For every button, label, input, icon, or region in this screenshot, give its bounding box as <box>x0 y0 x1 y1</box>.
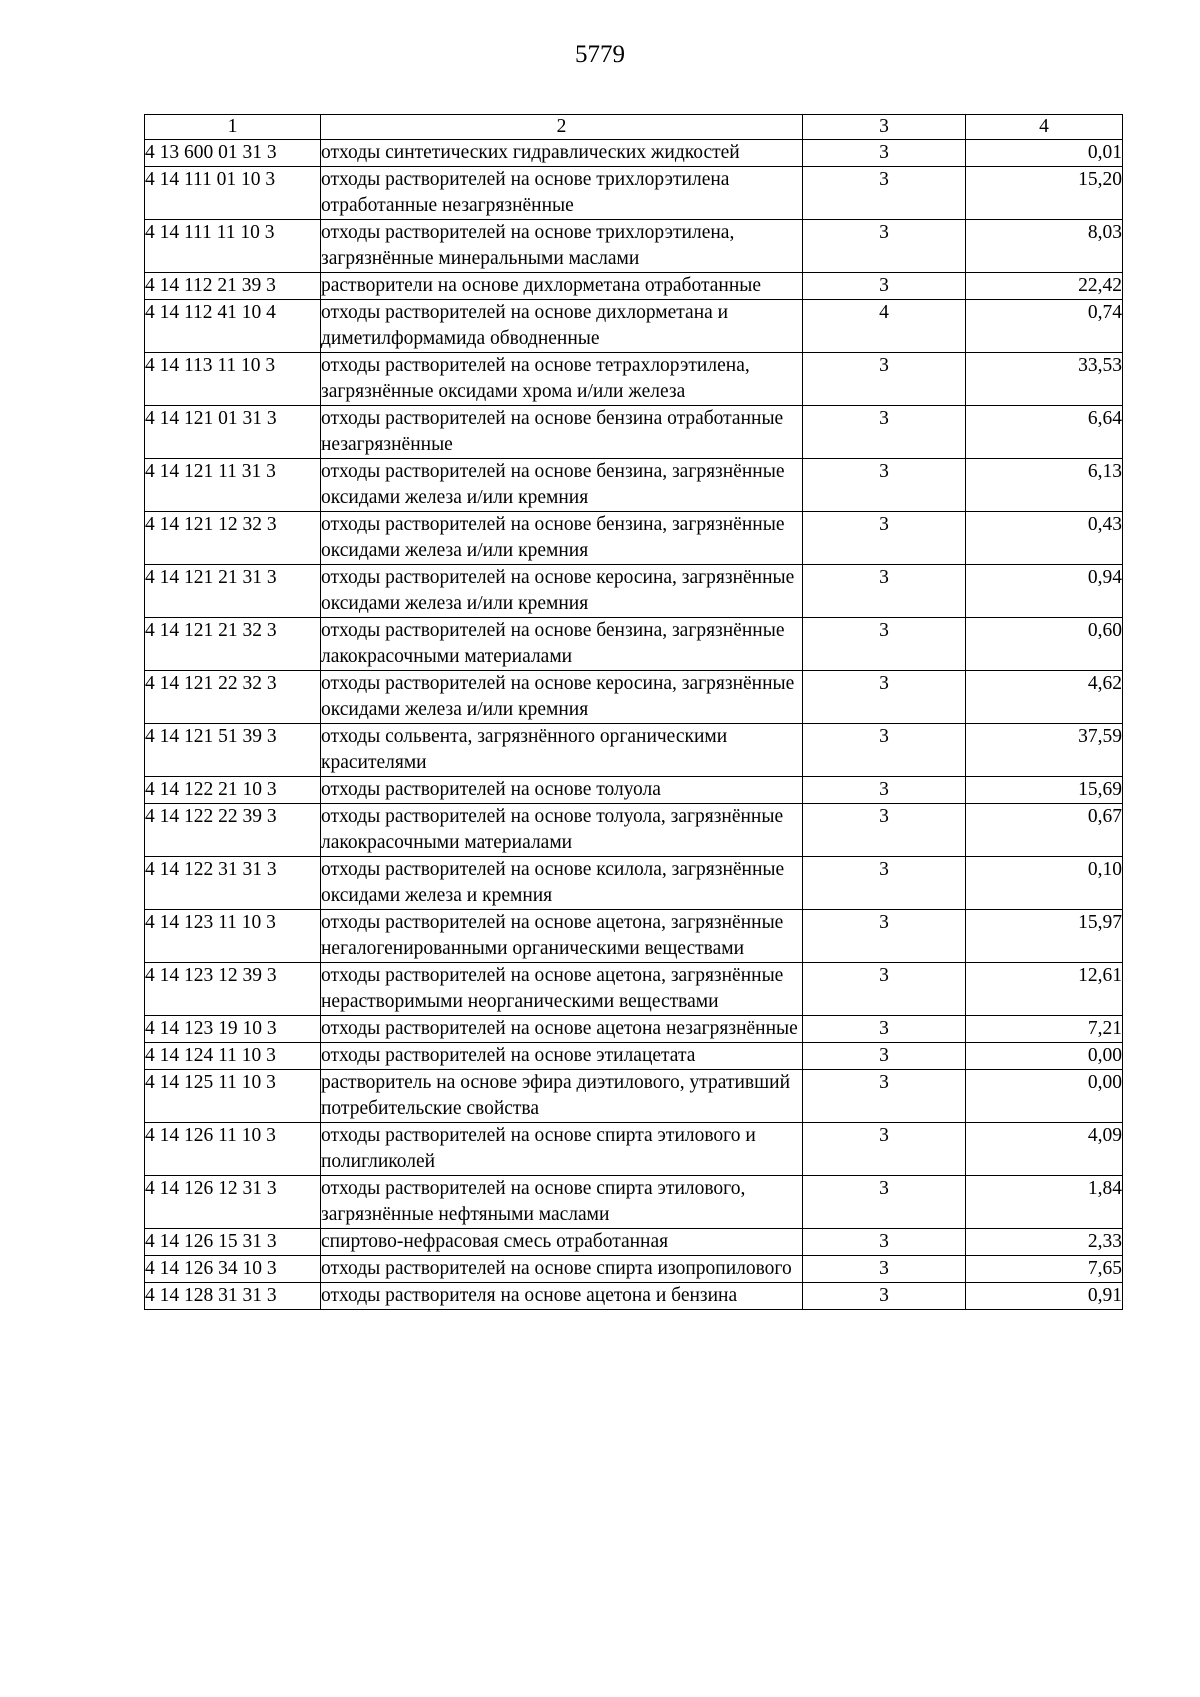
hazard-class-cell: 3 <box>803 804 966 857</box>
quantity-cell: 6,64 <box>966 406 1123 459</box>
table-row <box>145 804 1123 857</box>
waste-name-cell: отходы растворителей на основе ксилола, загрязнённые оксидами железа и кремния <box>321 857 803 910</box>
waste-code-cell: 4 14 122 31 31 3 <box>145 857 321 910</box>
quantity-cell: 0,60 <box>966 618 1123 671</box>
waste-code-cell: 4 14 123 19 10 3 <box>145 1016 321 1043</box>
waste-name-cell: отходы растворителей на основе спирта изопропилового <box>321 1256 803 1283</box>
table-row <box>145 963 1123 1016</box>
waste-name-cell: отходы синтетических гидравлических жидкостей <box>321 140 803 167</box>
waste-name-cell: отходы растворителей на основе бензина отработанные незагрязнённые <box>321 406 803 459</box>
waste-code-cell: 4 14 122 21 10 3 <box>145 777 321 804</box>
table-row <box>145 1016 1123 1043</box>
waste-code-cell: 4 14 112 21 39 3 <box>145 273 321 300</box>
table-row <box>145 618 1123 671</box>
waste-code-cell: 4 13 600 01 31 3 <box>145 140 321 167</box>
waste-name-cell: отходы растворителей на основе толуола <box>321 777 803 804</box>
waste-code-cell: 4 14 121 12 32 3 <box>145 512 321 565</box>
table-row <box>145 724 1123 777</box>
table-row <box>145 1070 1123 1123</box>
quantity-cell: 0,01 <box>966 140 1123 167</box>
quantity-cell: 1,84 <box>966 1176 1123 1229</box>
quantity-cell: 15,69 <box>966 777 1123 804</box>
hazard-class-cell: 3 <box>803 1123 966 1176</box>
page-number: 5779 <box>575 41 625 68</box>
hazard-class-cell: 3 <box>803 1043 966 1070</box>
hazard-class-cell: 3 <box>803 1229 966 1256</box>
quantity-cell: 12,61 <box>966 963 1123 1016</box>
waste-code-cell: 4 14 128 31 31 3 <box>145 1283 321 1310</box>
column-header-4: 4 <box>966 115 1123 140</box>
hazard-class-cell: 3 <box>803 1070 966 1123</box>
table-row <box>145 220 1123 273</box>
hazard-class-cell: 3 <box>803 1283 966 1310</box>
quantity-cell: 7,21 <box>966 1016 1123 1043</box>
table-row <box>145 1123 1123 1176</box>
table-row <box>145 353 1123 406</box>
waste-code-cell: 4 14 125 11 10 3 <box>145 1070 321 1123</box>
hazard-class-cell: 3 <box>803 273 966 300</box>
waste-code-cell: 4 14 123 12 39 3 <box>145 963 321 1016</box>
quantity-cell: 8,03 <box>966 220 1123 273</box>
hazard-class-cell: 4 <box>803 300 966 353</box>
waste-registry-table <box>144 114 1123 1310</box>
waste-name-cell: отходы растворителей на основе бензина, загрязнённые оксидами железа и/или кремния <box>321 512 803 565</box>
waste-code-cell: 4 14 122 22 39 3 <box>145 804 321 857</box>
table-row <box>145 777 1123 804</box>
waste-code-cell: 4 14 121 51 39 3 <box>145 724 321 777</box>
waste-name-cell: отходы сольвента, загрязнённого органическими красителями <box>321 724 803 777</box>
waste-code-cell: 4 14 126 34 10 3 <box>145 1256 321 1283</box>
waste-name-cell: отходы растворителей на основе бензина, загрязнённые оксидами железа и/или кремния <box>321 459 803 512</box>
hazard-class-cell: 3 <box>803 963 966 1016</box>
quantity-cell: 0,43 <box>966 512 1123 565</box>
hazard-class-cell: 3 <box>803 777 966 804</box>
quantity-cell: 33,53 <box>966 353 1123 406</box>
waste-name-cell: отходы растворителей на основе спирта этилового и полигликолей <box>321 1123 803 1176</box>
hazard-class-cell: 3 <box>803 857 966 910</box>
table-row <box>145 1229 1123 1256</box>
table-row <box>145 273 1123 300</box>
quantity-cell: 6,13 <box>966 459 1123 512</box>
waste-name-cell: отходы растворителей на основе керосина, загрязнённые оксидами железа и/или кремния <box>321 565 803 618</box>
waste-code-cell: 4 14 113 11 10 3 <box>145 353 321 406</box>
hazard-class-cell: 3 <box>803 565 966 618</box>
waste-code-cell: 4 14 126 11 10 3 <box>145 1123 321 1176</box>
table-row <box>145 512 1123 565</box>
hazard-class-cell: 3 <box>803 910 966 963</box>
table-row <box>145 459 1123 512</box>
quantity-cell: 4,62 <box>966 671 1123 724</box>
quantity-cell: 0,74 <box>966 300 1123 353</box>
waste-name-cell: отходы растворителей на основе бензина, загрязнённые лакокрасочными материалами <box>321 618 803 671</box>
table-row <box>145 406 1123 459</box>
quantity-cell: 15,97 <box>966 910 1123 963</box>
quantity-cell: 0,00 <box>966 1043 1123 1070</box>
waste-name-cell: отходы растворителей на основе ацетона незагрязнённые <box>321 1016 803 1043</box>
waste-name-cell: отходы растворителей на основе спирта этилового, загрязнённые нефтяными маслами <box>321 1176 803 1229</box>
hazard-class-cell: 3 <box>803 1256 966 1283</box>
waste-code-cell: 4 14 123 11 10 3 <box>145 910 321 963</box>
hazard-class-cell: 3 <box>803 353 966 406</box>
quantity-cell: 2,33 <box>966 1229 1123 1256</box>
table-row <box>145 671 1123 724</box>
quantity-cell: 0,10 <box>966 857 1123 910</box>
quantity-cell: 4,09 <box>966 1123 1123 1176</box>
waste-code-cell: 4 14 126 12 31 3 <box>145 1176 321 1229</box>
quantity-cell: 0,00 <box>966 1070 1123 1123</box>
waste-name-cell: отходы растворителей на основе дихлорметана и диметилформамида обводненные <box>321 300 803 353</box>
quantity-cell: 0,94 <box>966 565 1123 618</box>
waste-name-cell: растворитель на основе эфира диэтилового, утративший потребительские свойства <box>321 1070 803 1123</box>
waste-name-cell: растворители на основе дихлорметана отработанные <box>321 273 803 300</box>
quantity-cell: 37,59 <box>966 724 1123 777</box>
table-row <box>145 167 1123 220</box>
table-row <box>145 565 1123 618</box>
column-header-3: 3 <box>803 115 966 140</box>
header-row <box>145 115 1123 140</box>
waste-code-cell: 4 14 111 01 10 3 <box>145 167 321 220</box>
table-row <box>145 140 1123 167</box>
hazard-class-cell: 3 <box>803 671 966 724</box>
table-row <box>145 1043 1123 1070</box>
hazard-class-cell: 3 <box>803 459 966 512</box>
quantity-cell: 0,91 <box>966 1283 1123 1310</box>
waste-name-cell: отходы растворителей на основе тетрахлорэтилена, загрязнённые оксидами хрома и/или железа <box>321 353 803 406</box>
waste-name-cell: отходы растворителя на основе ацетона и бензина <box>321 1283 803 1310</box>
waste-code-cell: 4 14 121 21 31 3 <box>145 565 321 618</box>
table-row <box>145 1256 1123 1283</box>
hazard-class-cell: 3 <box>803 167 966 220</box>
table-row <box>145 1176 1123 1229</box>
waste-name-cell: спиртово-нефрасовая смесь отработанная <box>321 1229 803 1256</box>
waste-name-cell: отходы растворителей на основе трихлорэтилена, загрязнённые минеральными маслами <box>321 220 803 273</box>
waste-code-cell: 4 14 124 11 10 3 <box>145 1043 321 1070</box>
waste-name-cell: отходы растворителей на основе керосина, загрязнённые оксидами железа и/или кремния <box>321 671 803 724</box>
hazard-class-cell: 3 <box>803 140 966 167</box>
table-row <box>145 1283 1123 1310</box>
waste-name-cell: отходы растворителей на основе трихлорэтилена отработанные незагрязнённые <box>321 167 803 220</box>
waste-name-cell: отходы растворителей на основе этилацетата <box>321 1043 803 1070</box>
hazard-class-cell: 3 <box>803 512 966 565</box>
quantity-cell: 0,67 <box>966 804 1123 857</box>
column-header-2: 2 <box>321 115 803 140</box>
waste-code-cell: 4 14 126 15 31 3 <box>145 1229 321 1256</box>
waste-code-cell: 4 14 121 01 31 3 <box>145 406 321 459</box>
waste-name-cell: отходы растворителей на основе толуола, загрязнённые лакокрасочными материалами <box>321 804 803 857</box>
table-row <box>145 857 1123 910</box>
waste-name-cell: отходы растворителей на основе ацетона, загрязнённые негалогенированными органическими веществами <box>321 910 803 963</box>
quantity-cell: 7,65 <box>966 1256 1123 1283</box>
hazard-class-cell: 3 <box>803 220 966 273</box>
hazard-class-cell: 3 <box>803 1016 966 1043</box>
hazard-class-cell: 3 <box>803 406 966 459</box>
table-row <box>145 300 1123 353</box>
waste-code-cell: 4 14 121 21 32 3 <box>145 618 321 671</box>
hazard-class-cell: 3 <box>803 1176 966 1229</box>
hazard-class-cell: 3 <box>803 618 966 671</box>
waste-name-cell: отходы растворителей на основе ацетона, загрязнённые нерастворимыми неорганическими веществами <box>321 963 803 1016</box>
table-body <box>145 140 1123 1310</box>
waste-code-cell: 4 14 111 11 10 3 <box>145 220 321 273</box>
waste-code-cell: 4 14 121 11 31 3 <box>145 459 321 512</box>
table-row <box>145 910 1123 963</box>
waste-code-cell: 4 14 121 22 32 3 <box>145 671 321 724</box>
quantity-cell: 22,42 <box>966 273 1123 300</box>
hazard-class-cell: 3 <box>803 724 966 777</box>
column-header-1: 1 <box>145 115 321 140</box>
quantity-cell: 15,20 <box>966 167 1123 220</box>
waste-code-cell: 4 14 112 41 10 4 <box>145 300 321 353</box>
